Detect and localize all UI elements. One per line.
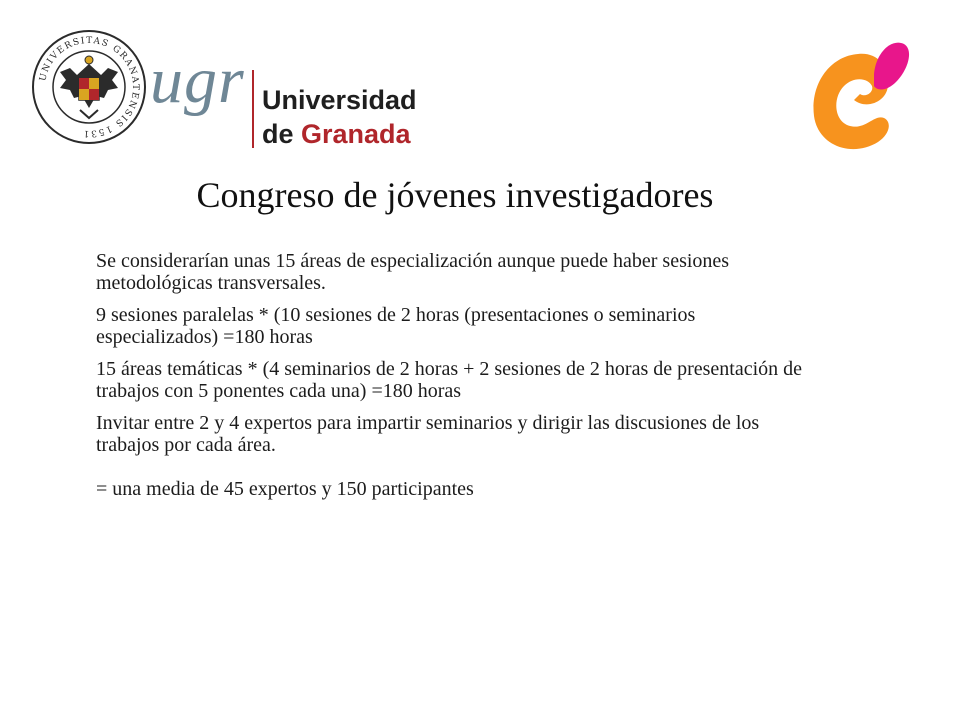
paragraph-areas: Se considerarían unas 15 áreas de especialización aunque puede haber sesiones metodológicas transversales. [96, 250, 730, 294]
seal-text: UNIVERSITAS GRANATENSIS 1531 [38, 35, 141, 139]
paragraph-parallel-sessions: 9 sesiones paralelas * (10 sesiones de 2 horas (presentaciones o seminarios especializados) =180 horas [96, 304, 696, 348]
university-seal-icon [30, 28, 148, 146]
university-city: Granada [301, 119, 411, 149]
slide-body [96, 250, 816, 510]
paragraph-thematic-areas: 15 áreas temáticas * (4 seminarios de 2 horas + 2 sesiones de 2 horas de presentación de trabajos con 5 ponentes cada una) =180 horas [96, 358, 803, 402]
brand-mark-icon [808, 34, 910, 158]
university-name-line2 [262, 119, 411, 149]
paragraph-summary: = una media de 45 expertos y 150 participantes [96, 478, 474, 500]
logo-divider [252, 70, 254, 148]
ugr-logo [30, 28, 430, 152]
university-prefix: de [262, 119, 302, 149]
ugr-wordmark: ugr [150, 44, 245, 117]
paragraph-invite-experts: Invitar entre 2 y 4 expertos para impartir seminarios y dirigir las discusiones de los trabajos por cada área. [96, 412, 760, 456]
university-name-line1: Universidad [262, 85, 417, 115]
slide-title: Congreso de jóvenes investigadores [196, 175, 714, 215]
